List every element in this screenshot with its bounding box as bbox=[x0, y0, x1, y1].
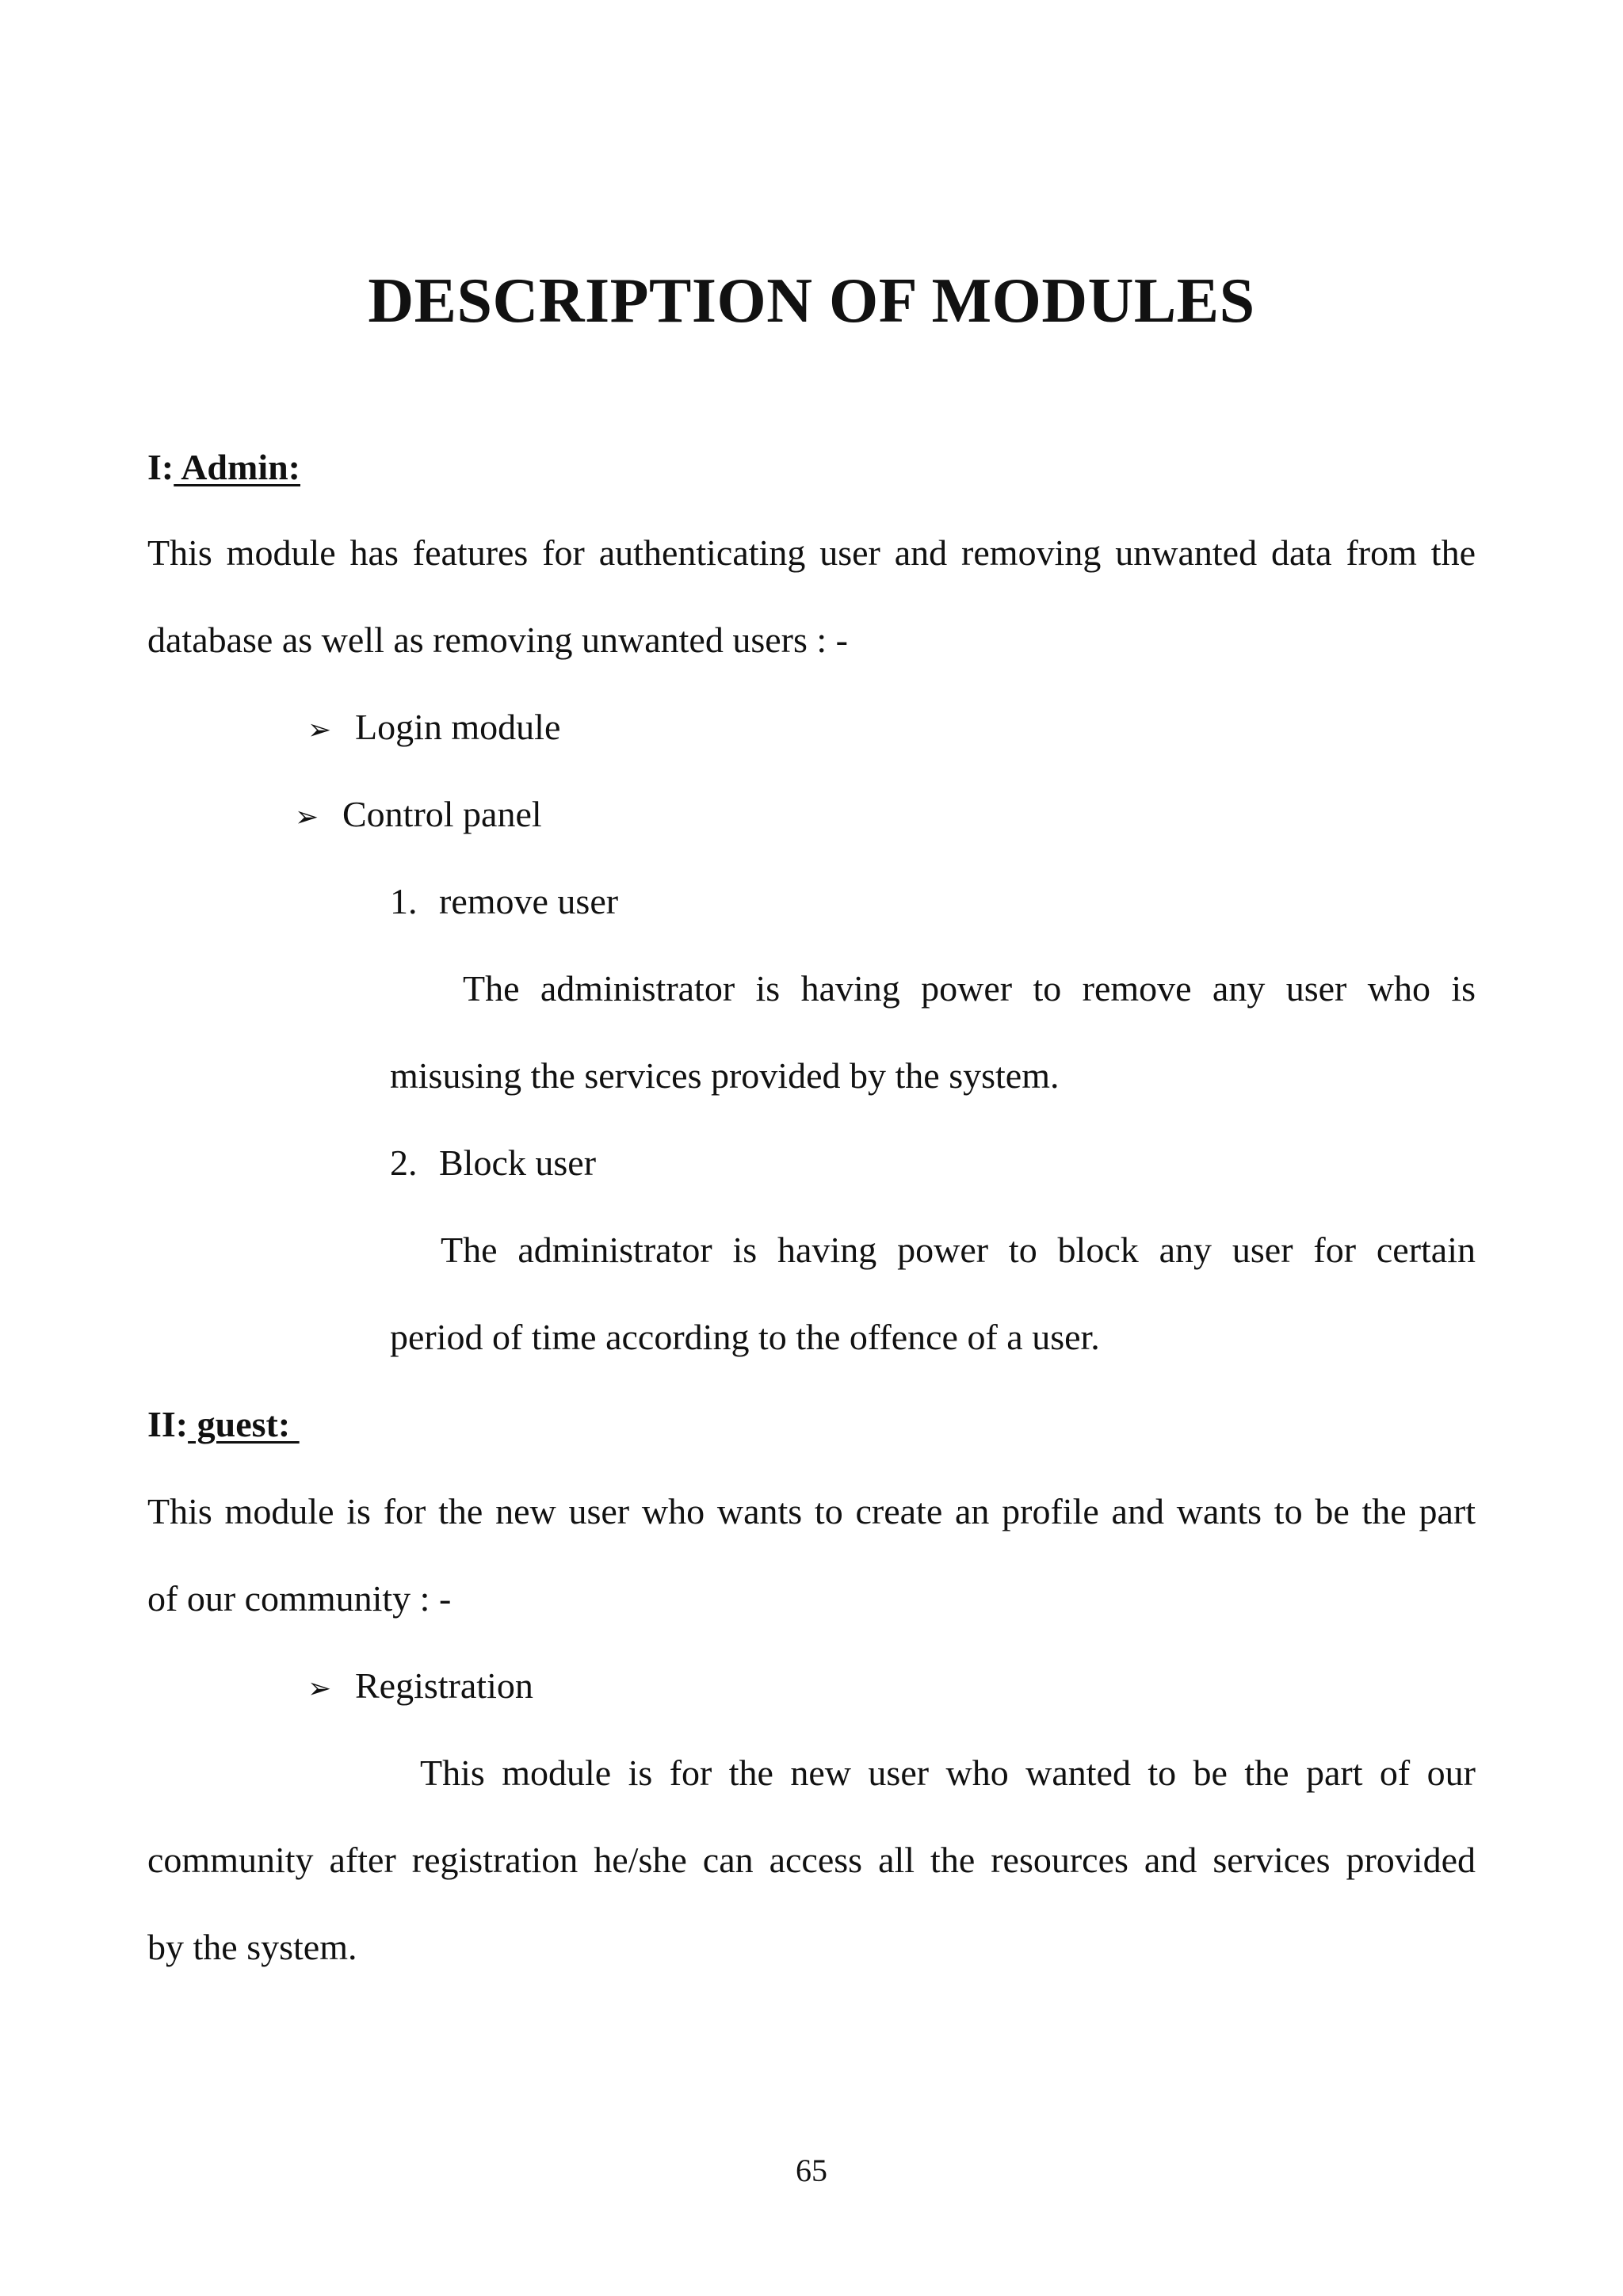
arrowhead-bullet-icon: ➢ bbox=[307, 714, 332, 746]
list-item-remove-user bbox=[390, 878, 618, 925]
registration-desc-line-3: by the system. bbox=[147, 1927, 357, 1967]
bullet-label: Registration bbox=[355, 1665, 533, 1706]
bullet-control-panel bbox=[295, 791, 542, 841]
guest-intro-line-1: This module is for the new user who wants to create an profile and wants to be the part bbox=[147, 1491, 1476, 1531]
list-item-block-user bbox=[390, 1139, 596, 1187]
page-title: DESCRIPTION OF MODULES bbox=[368, 266, 1255, 336]
section-heading-admin bbox=[147, 444, 300, 491]
arrowhead-bullet-icon: ➢ bbox=[295, 801, 319, 833]
bullet-login-module bbox=[307, 704, 560, 754]
remove-user-desc-line-1: The administrator is having power to remove any user who is bbox=[463, 968, 1476, 1009]
block-user-desc-line-2: period of time according to the offence of a user. bbox=[390, 1317, 1100, 1357]
registration-desc-line-2: community after registration he/she can access all the resources and services provided bbox=[147, 1840, 1476, 1880]
page-number: 65 bbox=[796, 2153, 827, 2188]
list-label: Block user bbox=[439, 1142, 597, 1183]
admin-intro-line-1: This module has features for authenticating user and removing unwanted data from the bbox=[147, 532, 1476, 573]
bullet-label: Login module bbox=[355, 707, 561, 747]
section-title: Admin: bbox=[174, 447, 300, 487]
list-number: 1. bbox=[390, 881, 418, 921]
section-number: II: bbox=[147, 1404, 189, 1444]
section-heading-guest bbox=[147, 1401, 300, 1448]
arrowhead-bullet-icon: ➢ bbox=[307, 1672, 332, 1705]
list-number: 2. bbox=[390, 1142, 418, 1183]
section-number: I: bbox=[147, 447, 174, 487]
list-label: remove user bbox=[439, 881, 619, 921]
guest-intro-line-2: of our community : - bbox=[147, 1578, 452, 1619]
registration-desc-line-1: This module is for the new user who wanted to be the part of our bbox=[420, 1753, 1476, 1793]
admin-intro-line-2: database as well as removing unwanted users : - bbox=[147, 620, 848, 660]
bullet-label: Control panel bbox=[342, 794, 542, 834]
section-title: guest: bbox=[188, 1404, 300, 1444]
remove-user-desc-line-2: misusing the services provided by the system. bbox=[390, 1055, 1060, 1096]
block-user-desc-line-1: The administrator is having power to block any user for certain bbox=[441, 1230, 1476, 1270]
bullet-registration bbox=[307, 1662, 533, 1713]
